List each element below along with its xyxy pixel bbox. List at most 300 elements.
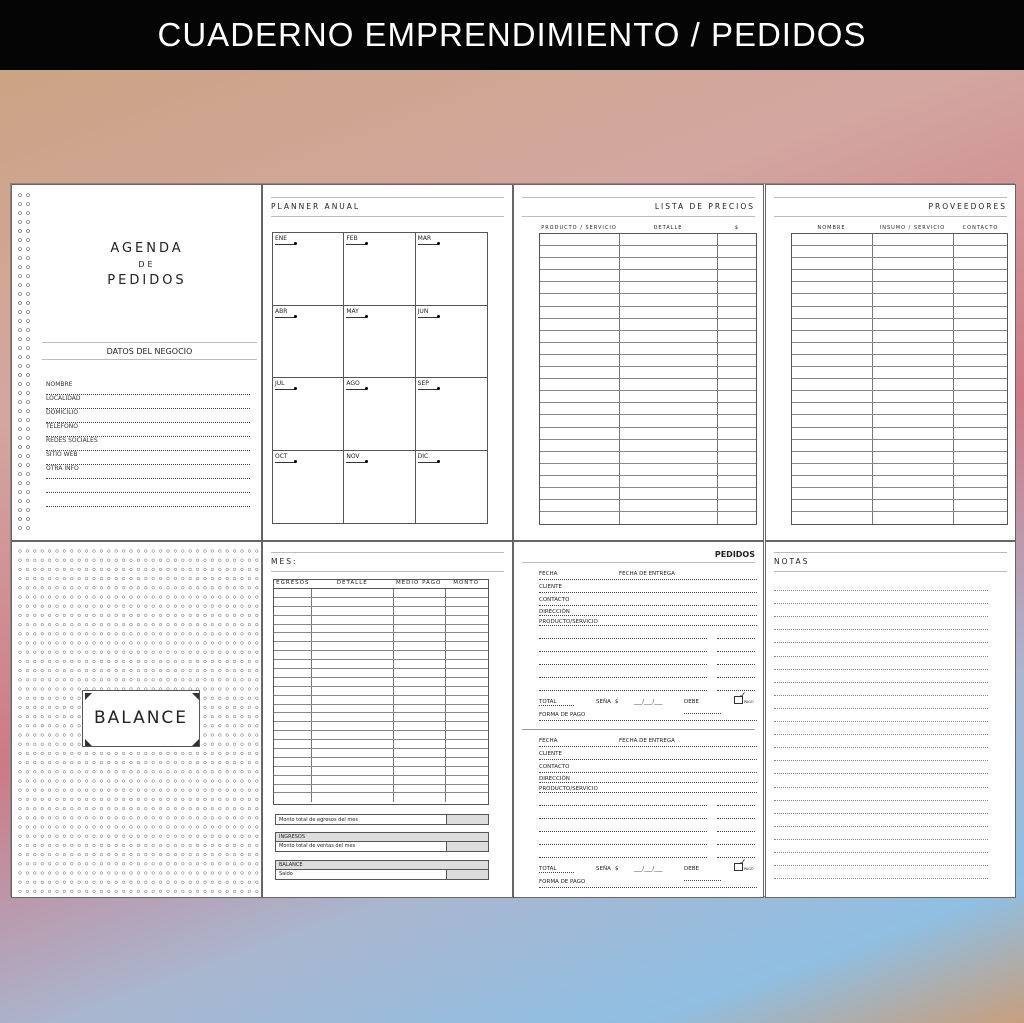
table-cell[interactable]: [540, 440, 620, 451]
table-cell[interactable]: [446, 642, 488, 650]
table-cell[interactable]: [873, 403, 954, 414]
table-cell[interactable]: [540, 500, 620, 511]
table-cell[interactable]: [792, 512, 873, 524]
table-cell[interactable]: [446, 616, 488, 624]
table-cell[interactable]: [718, 440, 756, 451]
price-line[interactable]: [717, 832, 755, 845]
field-domicilio[interactable]: [46, 409, 250, 423]
table-cell[interactable]: [620, 452, 718, 463]
table-cell[interactable]: [954, 403, 1007, 414]
note-line[interactable]: [774, 722, 988, 735]
form-line[interactable]: [539, 580, 757, 593]
price-line[interactable]: [717, 678, 755, 691]
table-row[interactable]: [540, 270, 756, 282]
table-row[interactable]: [540, 391, 756, 403]
table-cell[interactable]: [540, 258, 620, 269]
table-cell[interactable]: [954, 307, 1007, 318]
product-row[interactable]: [539, 793, 757, 806]
table-row[interactable]: [792, 415, 1007, 427]
table-row[interactable]: [792, 512, 1007, 524]
table-cell[interactable]: [792, 452, 873, 463]
table-row[interactable]: [540, 307, 756, 319]
table-cell[interactable]: [792, 488, 873, 499]
table-cell[interactable]: [446, 793, 488, 802]
table-row[interactable]: [540, 403, 756, 415]
product-line[interactable]: [539, 678, 707, 691]
table-cell[interactable]: [274, 598, 312, 606]
note-line[interactable]: [774, 591, 988, 604]
table-cell[interactable]: [792, 464, 873, 475]
month-cell[interactable]: [416, 451, 487, 524]
table-row[interactable]: [274, 731, 488, 740]
table-cell[interactable]: [394, 651, 446, 659]
table-row[interactable]: [274, 793, 488, 802]
table-cell[interactable]: [274, 776, 312, 784]
table-row[interactable]: [792, 391, 1007, 403]
product-row[interactable]: [539, 845, 757, 858]
form-line[interactable]: [539, 593, 757, 606]
table-cell[interactable]: [446, 633, 488, 641]
table-cell[interactable]: [954, 246, 1007, 257]
table-cell[interactable]: [312, 598, 394, 606]
month-cell[interactable]: [344, 233, 415, 306]
table-cell[interactable]: [540, 403, 620, 414]
table-row[interactable]: [540, 440, 756, 452]
table-cell[interactable]: [873, 500, 954, 511]
field-sitio[interactable]: [46, 451, 250, 465]
table-cell[interactable]: [274, 705, 312, 713]
table-cell[interactable]: [274, 722, 312, 730]
table-cell[interactable]: [312, 776, 394, 784]
table-row[interactable]: [792, 270, 1007, 282]
table-cell[interactable]: [954, 512, 1007, 524]
product-row[interactable]: [539, 806, 757, 819]
table-cell[interactable]: [312, 678, 394, 686]
note-line[interactable]: [774, 578, 988, 591]
table-cell[interactable]: [873, 343, 954, 354]
table-cell[interactable]: [620, 270, 718, 281]
table-cell[interactable]: [954, 500, 1007, 511]
note-line[interactable]: [774, 788, 988, 801]
table-cell[interactable]: [394, 589, 446, 597]
product-line[interactable]: [539, 793, 707, 806]
table-row[interactable]: [792, 379, 1007, 391]
note-line[interactable]: [774, 774, 988, 787]
product-row[interactable]: [539, 832, 757, 845]
table-cell[interactable]: [274, 607, 312, 615]
product-row[interactable]: [539, 652, 757, 665]
month-cell[interactable]: [273, 233, 344, 306]
price-line[interactable]: [717, 665, 755, 678]
table-cell[interactable]: [540, 488, 620, 499]
table-row[interactable]: [274, 669, 488, 678]
table-row[interactable]: [274, 696, 488, 705]
table-row[interactable]: [274, 625, 488, 634]
table-cell[interactable]: [873, 294, 954, 305]
table-cell[interactable]: [792, 294, 873, 305]
table-cell[interactable]: [446, 740, 488, 748]
table-cell[interactable]: [792, 270, 873, 281]
table-cell[interactable]: [620, 319, 718, 330]
table-cell[interactable]: [620, 234, 718, 245]
table-cell[interactable]: [792, 343, 873, 354]
table-cell[interactable]: [540, 331, 620, 342]
table-cell[interactable]: [540, 234, 620, 245]
note-line[interactable]: [774, 670, 988, 683]
table-cell[interactable]: [446, 785, 488, 793]
table-cell[interactable]: [873, 331, 954, 342]
table-cell[interactable]: [312, 749, 394, 757]
table-cell[interactable]: [446, 625, 488, 633]
table-cell[interactable]: [954, 355, 1007, 366]
table-row[interactable]: [540, 476, 756, 488]
table-cell[interactable]: [718, 403, 756, 414]
table-cell[interactable]: [274, 793, 312, 802]
table-cell[interactable]: [718, 415, 756, 426]
table-cell[interactable]: [792, 258, 873, 269]
table-row[interactable]: [540, 282, 756, 294]
table-row[interactable]: [274, 607, 488, 616]
month-cell[interactable]: [344, 378, 415, 451]
table-cell[interactable]: [954, 319, 1007, 330]
table-cell[interactable]: [873, 367, 954, 378]
table-row[interactable]: [792, 440, 1007, 452]
table-row[interactable]: [274, 598, 488, 607]
note-line[interactable]: [774, 683, 988, 696]
table-cell[interactable]: [312, 713, 394, 721]
table-cell[interactable]: [792, 440, 873, 451]
table-cell[interactable]: [274, 731, 312, 739]
table-cell[interactable]: [394, 731, 446, 739]
table-cell[interactable]: [312, 731, 394, 739]
table-cell[interactable]: [792, 428, 873, 439]
note-line[interactable]: [774, 657, 988, 670]
table-row[interactable]: [540, 512, 756, 524]
field-nombre[interactable]: [46, 381, 250, 395]
product-line[interactable]: [539, 819, 707, 832]
table-cell[interactable]: [540, 464, 620, 475]
field-otra[interactable]: [46, 465, 250, 479]
table-cell[interactable]: [540, 282, 620, 293]
table-cell[interactable]: [540, 270, 620, 281]
table-cell[interactable]: [620, 440, 718, 451]
price-line[interactable]: [717, 626, 755, 639]
note-line[interactable]: [774, 617, 988, 630]
table-row[interactable]: [792, 367, 1007, 379]
table-cell[interactable]: [792, 391, 873, 402]
table-cell[interactable]: [274, 740, 312, 748]
table-cell[interactable]: [446, 607, 488, 615]
table-cell[interactable]: [873, 379, 954, 390]
form-line[interactable]: [539, 606, 757, 616]
product-row[interactable]: [539, 639, 757, 652]
table-cell[interactable]: [620, 391, 718, 402]
table-cell[interactable]: [792, 282, 873, 293]
form-line[interactable]: [539, 708, 757, 721]
table-cell[interactable]: [312, 669, 394, 677]
table-row[interactable]: [540, 428, 756, 440]
table-cell[interactable]: [954, 415, 1007, 426]
table-cell[interactable]: [312, 722, 394, 730]
price-line[interactable]: [717, 652, 755, 665]
note-line[interactable]: [774, 827, 988, 840]
table-cell[interactable]: [954, 391, 1007, 402]
table-cell[interactable]: [274, 785, 312, 793]
table-cell[interactable]: [718, 500, 756, 511]
note-line[interactable]: [774, 853, 988, 866]
form-line[interactable]: [539, 734, 757, 747]
table-row[interactable]: [792, 319, 1007, 331]
table-cell[interactable]: [394, 678, 446, 686]
table-cell[interactable]: [312, 767, 394, 775]
table-cell[interactable]: [873, 307, 954, 318]
table-cell[interactable]: [446, 731, 488, 739]
form-line[interactable]: [539, 747, 757, 760]
table-cell[interactable]: [446, 758, 488, 766]
table-cell[interactable]: [312, 607, 394, 615]
table-cell[interactable]: [873, 234, 954, 245]
table-row[interactable]: [540, 343, 756, 355]
table-cell[interactable]: [312, 642, 394, 650]
field-redes[interactable]: [46, 437, 250, 451]
note-line[interactable]: [774, 761, 988, 774]
table-row[interactable]: [792, 234, 1007, 246]
field-telefono[interactable]: [46, 423, 250, 437]
table-row[interactable]: [792, 331, 1007, 343]
table-row[interactable]: [540, 415, 756, 427]
table-cell[interactable]: [312, 785, 394, 793]
price-line[interactable]: [717, 819, 755, 832]
product-line[interactable]: [539, 626, 707, 639]
table-cell[interactable]: [394, 625, 446, 633]
product-row[interactable]: [539, 626, 757, 639]
table-row[interactable]: [274, 616, 488, 625]
table-cell[interactable]: [873, 488, 954, 499]
form-line[interactable]: [539, 875, 757, 888]
table-cell[interactable]: [954, 270, 1007, 281]
table-cell[interactable]: [792, 355, 873, 366]
table-cell[interactable]: [954, 464, 1007, 475]
table-row[interactable]: [540, 234, 756, 246]
table-cell[interactable]: [274, 669, 312, 677]
product-row[interactable]: [539, 678, 757, 691]
table-cell[interactable]: [873, 512, 954, 524]
product-line[interactable]: [539, 806, 707, 819]
table-row[interactable]: [792, 282, 1007, 294]
table-cell[interactable]: [312, 705, 394, 713]
product-line[interactable]: [539, 652, 707, 665]
form-line[interactable]: [539, 783, 757, 793]
field-localidad[interactable]: [46, 395, 250, 409]
table-row[interactable]: [792, 500, 1007, 512]
table-cell[interactable]: [718, 428, 756, 439]
table-cell[interactable]: [718, 270, 756, 281]
table-row[interactable]: [540, 500, 756, 512]
table-cell[interactable]: [718, 488, 756, 499]
table-cell[interactable]: [274, 687, 312, 695]
table-cell[interactable]: [718, 343, 756, 354]
month-cell[interactable]: [416, 378, 487, 451]
product-line[interactable]: [539, 639, 707, 652]
table-cell[interactable]: [873, 476, 954, 487]
note-line[interactable]: [774, 866, 988, 879]
table-cell[interactable]: [792, 415, 873, 426]
table-cell[interactable]: [620, 464, 718, 475]
table-cell[interactable]: [540, 415, 620, 426]
table-row[interactable]: [274, 776, 488, 785]
table-row[interactable]: [540, 464, 756, 476]
table-cell[interactable]: [873, 391, 954, 402]
table-cell[interactable]: [446, 705, 488, 713]
table-cell[interactable]: [540, 343, 620, 354]
table-cell[interactable]: [394, 642, 446, 650]
table-row[interactable]: [540, 379, 756, 391]
table-cell[interactable]: [718, 379, 756, 390]
table-cell[interactable]: [718, 512, 756, 524]
table-cell[interactable]: [274, 758, 312, 766]
table-row[interactable]: [274, 749, 488, 758]
note-line[interactable]: [774, 748, 988, 761]
table-row[interactable]: [792, 464, 1007, 476]
table-cell[interactable]: [394, 598, 446, 606]
table-row[interactable]: [792, 488, 1007, 500]
table-cell[interactable]: [394, 660, 446, 668]
table-cell[interactable]: [718, 294, 756, 305]
table-cell[interactable]: [540, 319, 620, 330]
table-cell[interactable]: [394, 687, 446, 695]
table-row[interactable]: [274, 642, 488, 651]
table-cell[interactable]: [620, 500, 718, 511]
table-cell[interactable]: [274, 642, 312, 650]
table-cell[interactable]: [446, 669, 488, 677]
table-row[interactable]: [540, 452, 756, 464]
table-cell[interactable]: [873, 440, 954, 451]
table-cell[interactable]: [718, 319, 756, 330]
table-row[interactable]: [540, 367, 756, 379]
table-cell[interactable]: [312, 633, 394, 641]
ingresos-total-value[interactable]: [446, 842, 488, 851]
product-line[interactable]: [539, 832, 707, 845]
table-cell[interactable]: [446, 678, 488, 686]
table-cell[interactable]: [954, 258, 1007, 269]
table-cell[interactable]: [394, 793, 446, 802]
table-row[interactable]: [792, 476, 1007, 488]
table-row[interactable]: [274, 651, 488, 660]
table-cell[interactable]: [274, 651, 312, 659]
note-line[interactable]: [774, 630, 988, 643]
note-line[interactable]: [774, 604, 988, 617]
table-cell[interactable]: [620, 343, 718, 354]
table-cell[interactable]: [394, 776, 446, 784]
table-cell[interactable]: [446, 660, 488, 668]
table-cell[interactable]: [394, 616, 446, 624]
product-line[interactable]: [539, 665, 707, 678]
table-cell[interactable]: [446, 651, 488, 659]
price-line[interactable]: [717, 845, 755, 858]
table-cell[interactable]: [792, 500, 873, 511]
month-cell[interactable]: [416, 233, 487, 306]
table-row[interactable]: [540, 488, 756, 500]
table-cell[interactable]: [873, 355, 954, 366]
table-cell[interactable]: [274, 767, 312, 775]
table-cell[interactable]: [792, 319, 873, 330]
table-cell[interactable]: [620, 428, 718, 439]
table-row[interactable]: [274, 722, 488, 731]
table-row[interactable]: [792, 403, 1007, 415]
table-cell[interactable]: [312, 687, 394, 695]
form-line[interactable]: [539, 760, 757, 773]
table-cell[interactable]: [873, 270, 954, 281]
table-cell[interactable]: [540, 379, 620, 390]
table-cell[interactable]: [873, 246, 954, 257]
table-cell[interactable]: [718, 331, 756, 342]
table-cell[interactable]: [446, 598, 488, 606]
table-cell[interactable]: [954, 452, 1007, 463]
table-cell[interactable]: [274, 713, 312, 721]
table-cell[interactable]: [718, 355, 756, 366]
table-cell[interactable]: [620, 258, 718, 269]
table-cell[interactable]: [718, 464, 756, 475]
table-row[interactable]: [792, 343, 1007, 355]
product-row[interactable]: [539, 819, 757, 832]
table-cell[interactable]: [620, 246, 718, 257]
note-line[interactable]: [774, 696, 988, 709]
table-cell[interactable]: [394, 713, 446, 721]
table-cell[interactable]: [954, 367, 1007, 378]
table-cell[interactable]: [718, 452, 756, 463]
table-cell[interactable]: [954, 282, 1007, 293]
table-cell[interactable]: [620, 379, 718, 390]
table-row[interactable]: [540, 258, 756, 270]
table-cell[interactable]: [394, 740, 446, 748]
note-line[interactable]: [774, 735, 988, 748]
note-line[interactable]: [774, 814, 988, 827]
table-cell[interactable]: [394, 722, 446, 730]
egresos-total-value[interactable]: [446, 815, 488, 824]
table-row[interactable]: [792, 452, 1007, 464]
table-cell[interactable]: [620, 355, 718, 366]
note-line[interactable]: [774, 709, 988, 722]
table-cell[interactable]: [312, 660, 394, 668]
table-cell[interactable]: [620, 331, 718, 342]
table-cell[interactable]: [792, 234, 873, 245]
table-cell[interactable]: [446, 776, 488, 784]
table-cell[interactable]: [274, 616, 312, 624]
price-line[interactable]: [717, 806, 755, 819]
table-row[interactable]: [274, 785, 488, 794]
table-cell[interactable]: [394, 785, 446, 793]
table-cell[interactable]: [954, 488, 1007, 499]
field-extra-line[interactable]: [46, 479, 250, 493]
note-line[interactable]: [774, 840, 988, 853]
table-cell[interactable]: [540, 452, 620, 463]
month-cell[interactable]: [344, 451, 415, 524]
table-row[interactable]: [274, 660, 488, 669]
table-cell[interactable]: [620, 403, 718, 414]
table-cell[interactable]: [394, 633, 446, 641]
table-row[interactable]: [792, 294, 1007, 306]
table-cell[interactable]: [394, 669, 446, 677]
table-cell[interactable]: [540, 512, 620, 524]
table-cell[interactable]: [792, 379, 873, 390]
table-cell[interactable]: [312, 793, 394, 802]
table-cell[interactable]: [394, 749, 446, 757]
table-cell[interactable]: [312, 758, 394, 766]
table-cell[interactable]: [954, 294, 1007, 305]
table-cell[interactable]: [792, 246, 873, 257]
table-cell[interactable]: [954, 331, 1007, 342]
table-cell[interactable]: [792, 403, 873, 414]
